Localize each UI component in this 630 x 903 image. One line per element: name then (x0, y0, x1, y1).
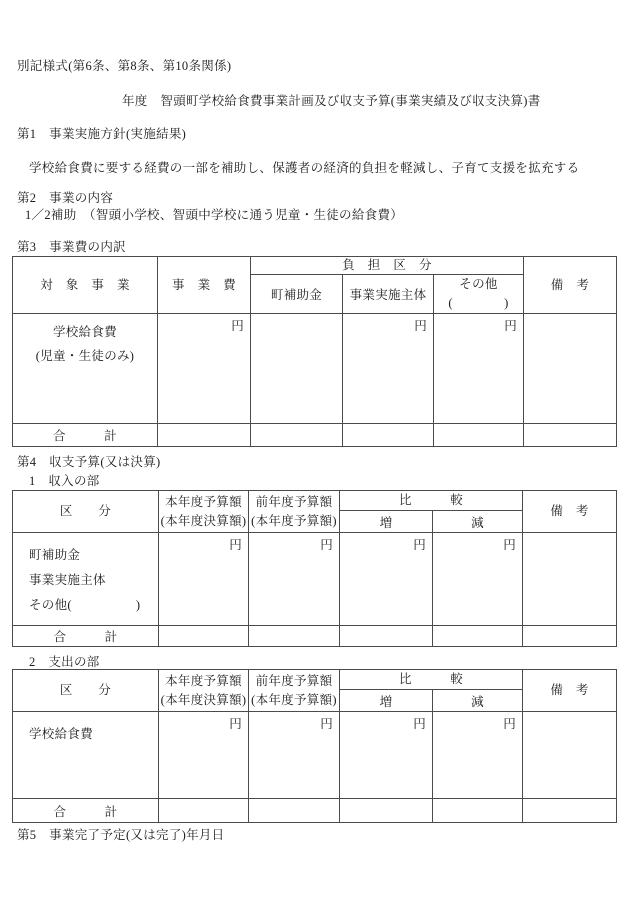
expenditure-table (12, 669, 617, 823)
income-item-town-subsidy: 町補助金 (29, 548, 81, 562)
income-total-decrease-cell (433, 626, 523, 647)
expenditure-previous-amount-cell: 円 (249, 712, 340, 799)
income-col-header-category: 区 分 (13, 491, 159, 533)
income-item-other: その他( ) (29, 598, 141, 612)
total-remarks-cell (524, 424, 617, 447)
total-project-cost-cell (158, 424, 251, 447)
col-header-other (434, 275, 524, 314)
total-town-subsidy-cell (251, 424, 343, 447)
expenditure-total-label: 合 計 (13, 799, 159, 823)
other-parentheses: ( ) (448, 296, 509, 310)
previous-budget-line2: (本年度予算額) (251, 513, 337, 528)
income-decrease-amount-cell: 円 (433, 533, 523, 626)
income-total-current-cell (159, 626, 249, 647)
income-total-increase-cell (340, 626, 433, 647)
total-operator-cell (343, 424, 434, 447)
expenditure-category-item-cell: 学校給食費 (13, 712, 159, 799)
income-remarks-cell (523, 533, 617, 626)
total-other-cell (434, 424, 524, 447)
expenditure-total-remarks-cell (523, 799, 617, 823)
town-subsidy-amount-cell (251, 314, 343, 424)
col-header-town-subsidy: 町補助金 (251, 275, 343, 314)
previous-budget-line2: (本年度予算額) (251, 692, 337, 707)
expenditure-col-header-decrease: 減 (433, 690, 523, 712)
income-col-header-previous-budget (249, 491, 340, 533)
form-note: 別記様式(第6条、第8条、第10条関係) (17, 59, 232, 73)
section2-heading: 第2 事業の内容 (17, 191, 114, 205)
income-col-header-increase: 増 (340, 511, 433, 533)
expenditure-col-header-category: 区 分 (13, 670, 159, 712)
section5-heading: 第5 事業完了予定(又は完了)年月日 (17, 828, 225, 842)
income-total-remarks-cell (523, 626, 617, 647)
income-total-previous-cell (249, 626, 340, 647)
current-budget-line1: 本年度予算額 (165, 673, 242, 688)
col-header-burden-category: 負 担 区 分 (251, 257, 524, 275)
section4-income-subheading: 1 収入の部 (29, 474, 100, 488)
section4-heading: 第4 収支予算(又は決算) (17, 455, 161, 469)
expenditure-total-previous-cell (249, 799, 340, 823)
expenditure-col-header-comparison: 比 較 (340, 670, 523, 690)
target-project-name: 学校給食費 (52, 325, 117, 339)
operator-amount-cell: 円 (343, 314, 434, 424)
expenditure-total-current-cell (159, 799, 249, 823)
other-amount-cell: 円 (434, 314, 524, 424)
expenditure-col-header-remarks: 備 考 (523, 670, 617, 712)
section1-body: 学校給食費に要する経費の一部を補助し、保護者の経済的負担を軽減し、子育て支援を拡充する (29, 161, 580, 175)
income-total-label: 合 計 (13, 626, 159, 647)
current-budget-line2: (本年度決算額) (160, 513, 247, 528)
income-col-header-remarks: 備 考 (523, 491, 617, 533)
expenditure-col-header-current-budget (159, 670, 249, 712)
income-current-amount-cell: 円 (159, 533, 249, 626)
other-label: その他 (459, 277, 498, 291)
col-header-operator: 事業実施主体 (343, 275, 434, 314)
remarks-cell (524, 314, 617, 424)
previous-budget-line1: 前年度予算額 (255, 673, 333, 688)
expenditure-current-amount-cell: 円 (159, 712, 249, 799)
previous-budget-line1: 前年度予算額 (255, 494, 333, 509)
section2-body: 1／2補助 （智頭小学校、智頭中学校に通う児童・生徒の給食費） (25, 208, 404, 222)
income-col-header-decrease: 減 (433, 511, 523, 533)
expenditure-total-increase-cell (340, 799, 433, 823)
project-cost-amount-cell: 円 (158, 314, 251, 424)
expenditure-decrease-amount-cell: 円 (433, 712, 523, 799)
income-table (12, 490, 617, 647)
income-col-header-comparison: 比 較 (340, 491, 523, 511)
row-target-project-cell (13, 314, 158, 424)
expenditure-col-header-increase: 増 (340, 690, 433, 712)
income-increase-amount-cell: 円 (340, 533, 433, 626)
section4-expenditure-subheading: 2 支出の部 (29, 655, 100, 669)
section1-heading: 第1 事業実施方針(実施結果) (17, 127, 187, 141)
expense-breakdown-table (12, 256, 617, 447)
col-header-project-cost: 事 業 費 (158, 257, 251, 314)
target-project-note: (児童・生徒のみ) (35, 349, 135, 363)
section3-heading: 第3 事業費の内訳 (17, 240, 126, 254)
col-header-remarks: 備 考 (524, 257, 617, 314)
expenditure-col-header-previous-budget (249, 670, 340, 712)
col-header-target-project: 対 象 事 業 (13, 257, 158, 314)
total-label: 合 計 (13, 424, 158, 447)
expenditure-remarks-cell (523, 712, 617, 799)
income-category-items-cell (13, 533, 159, 626)
current-budget-line2: (本年度決算額) (160, 692, 247, 707)
expenditure-increase-amount-cell: 円 (340, 712, 433, 799)
income-col-header-current-budget (159, 491, 249, 533)
income-item-operator: 事業実施主体 (29, 573, 106, 587)
income-previous-amount-cell: 円 (249, 533, 340, 626)
current-budget-line1: 本年度予算額 (165, 494, 242, 509)
expenditure-total-decrease-cell (433, 799, 523, 823)
page-title: 年度 智頭町学校給食費事業計画及び収支予算(事業実績及び収支決算)書 (122, 94, 541, 108)
